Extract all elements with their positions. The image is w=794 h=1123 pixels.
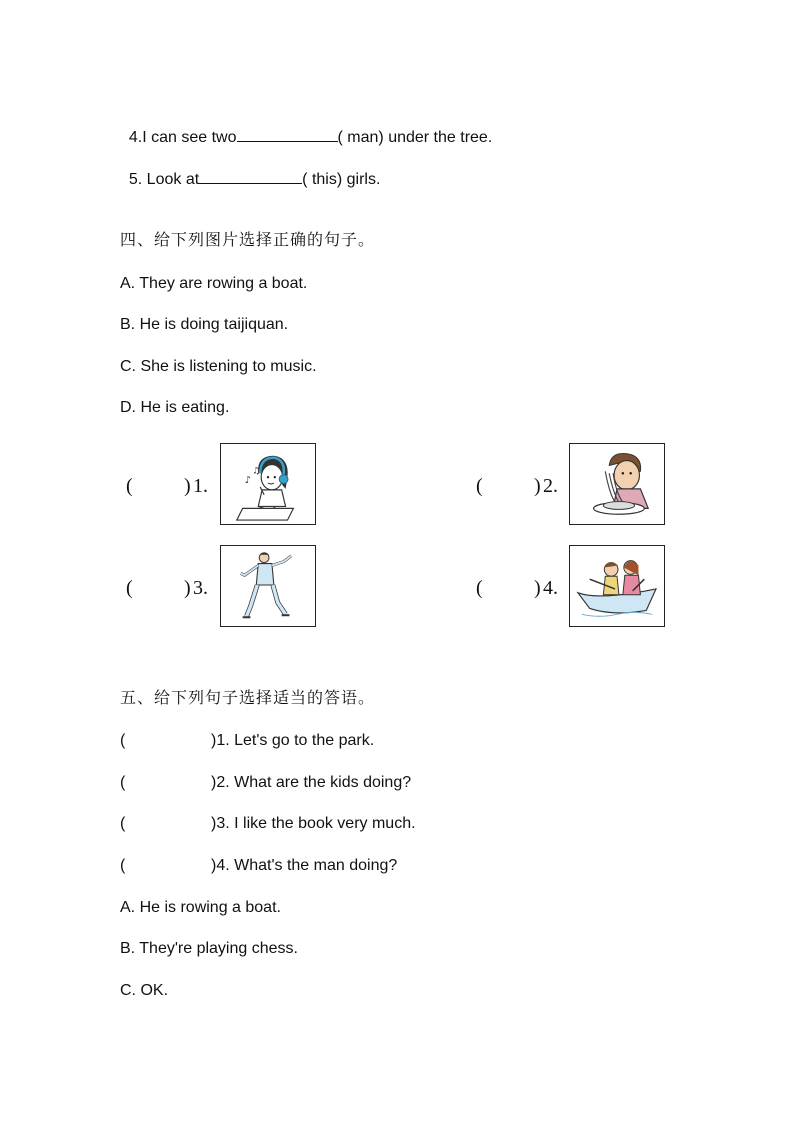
question-4-after: ( man) under the tree.: [337, 129, 493, 146]
section-5-answer-a: A. He is rowing a boat.: [120, 899, 281, 916]
item-1-close-paren: ): [184, 475, 191, 497]
question-5-3-answer-slot[interactable]: [130, 814, 208, 834]
question-5-before: 5. Look at: [128, 171, 200, 188]
answer-blank-4[interactable]: [237, 127, 338, 142]
svg-text:♫: ♫: [252, 466, 261, 477]
question-5-3-text: )3. I like the book very much.: [211, 815, 416, 832]
item-4-open-paren: (: [476, 577, 483, 599]
item-1-number: 1.: [193, 475, 208, 497]
girl-listening-music-picture: [220, 443, 316, 525]
girl-listening-music-icon: [221, 444, 315, 524]
man-taijiquan-icon: [221, 546, 315, 626]
man-eating-picture: [569, 443, 665, 525]
section-5-heading: 五、给下列句子选择适当的答语。: [120, 690, 376, 707]
item-3-close-paren: ): [184, 577, 191, 599]
section-4-option-c: C. She is listening to music.: [120, 358, 317, 375]
item-2-number: 2.: [543, 475, 558, 497]
question-5-4-answer-slot[interactable]: [130, 856, 208, 876]
item-3-answer-slot[interactable]: [138, 576, 182, 600]
question-5-2-text: )2. What are the kids doing?: [211, 774, 412, 791]
item-1-answer-slot[interactable]: [138, 474, 182, 498]
item-3-number: 3.: [193, 577, 208, 599]
question-5-after: ( this) girls.: [302, 171, 381, 188]
question-4-before: 4.I can see two: [128, 129, 237, 146]
section-4-heading: 四、给下列图片选择正确的句子。: [120, 232, 376, 249]
item-4-close-paren: ): [534, 577, 541, 599]
section-4-option-a: A. They are rowing a boat.: [120, 275, 308, 292]
item-4-answer-slot[interactable]: [488, 576, 532, 600]
question-5-1-text: )1. Let's go to the park.: [211, 732, 375, 749]
section-5-answer-b: B. They're playing chess.: [120, 940, 298, 957]
man-taijiquan-picture: [220, 545, 316, 627]
question-5: [120, 149, 380, 190]
item-4-number: 4.: [543, 577, 558, 599]
item-3-open-paren: (: [126, 577, 133, 599]
question-4: [120, 107, 492, 148]
question-5-1-open-paren: (: [120, 732, 126, 749]
item-2-open-paren: (: [476, 475, 483, 497]
answer-blank-5[interactable]: [199, 169, 302, 184]
question-5-4-open-paren: (: [120, 857, 126, 874]
section-4-option-b: B. He is doing taijiquan.: [120, 316, 289, 333]
kids-rowing-boat-icon: [570, 546, 664, 626]
section-4-option-d: D. He is eating.: [120, 399, 230, 416]
svg-text:♪: ♪: [244, 475, 251, 487]
question-5-2-open-paren: (: [120, 774, 126, 791]
item-2-close-paren: ): [534, 475, 541, 497]
question-5-2-answer-slot[interactable]: [130, 773, 208, 793]
section-5-answer-c: C. OK.: [120, 982, 169, 999]
man-eating-icon: [570, 444, 664, 524]
item-1-open-paren: (: [126, 475, 133, 497]
kids-rowing-boat-picture: [569, 545, 665, 627]
item-2-answer-slot[interactable]: [488, 474, 532, 498]
question-5-4-text: )4. What's the man doing?: [211, 857, 398, 874]
question-5-3-open-paren: (: [120, 815, 126, 832]
question-5-1-answer-slot[interactable]: [130, 731, 208, 751]
